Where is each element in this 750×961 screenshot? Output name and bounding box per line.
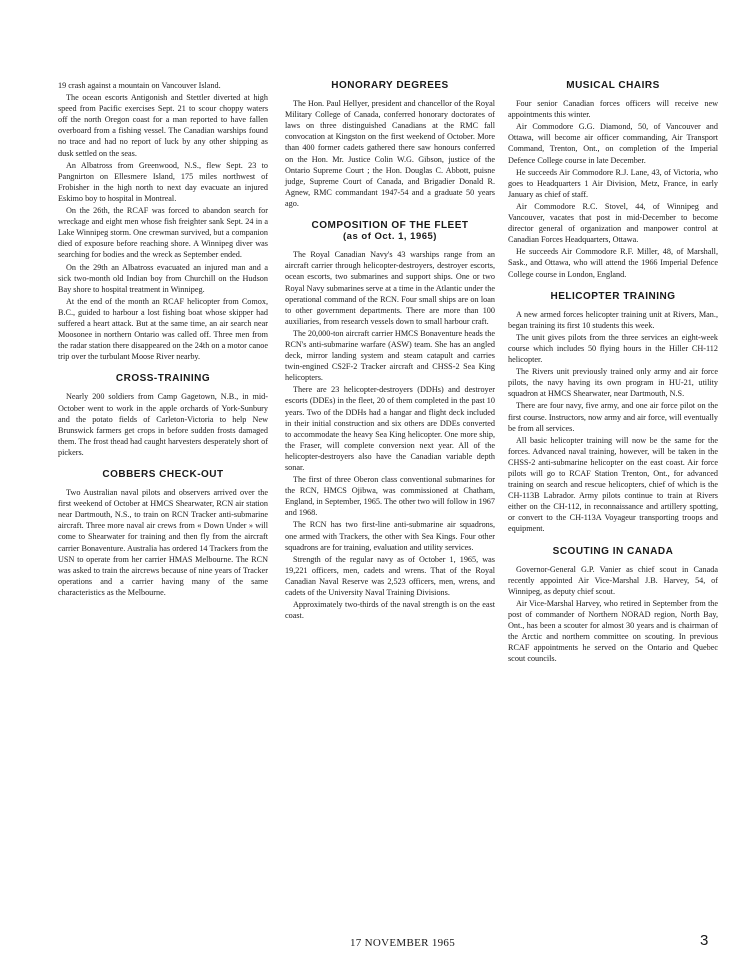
paragraph: Air Vice-Marshal Harvey, who retired in September from the post of commander of Northern NORAD region, North Bay, Ont., has been a scouter for almost 30 years and is chairman of the Arctic and northern committee on scouting. In previous RCAF appointments he served on the Ontario and Quebec scout councils. [508, 598, 718, 664]
heading-composition-of-fleet [285, 220, 495, 242]
paragraph: Strength of the regular navy as of October 1, 1965, was 19,221 officers, men, cadets and wrens. That of the Royal Canadian Naval Reserve was 2,523 officers, men, wrens, and cadets of the University Naval Training Divisions. [285, 554, 495, 598]
paragraph: The Royal Canadian Navy's 43 warships range from an aircraft carrier through helicopter-destroyers, destroyer escorts, ocean escorts, two submarines and support ships. One or two Royal Navy submarines serve at a time in the Atlantic under the operational command of the RCN. Four small ships are on loan to other government departments. There are more than 100 auxiliaries, from research vessels down to small harbour craft. [285, 250, 495, 326]
paragraph: On the 26th, the RCAF was forced to abandon search for wreckage and eight men whose fish freighter sank Sept. 24 in a Lake Winnipeg storm. One crewman survived, but a companion died of exposure before reaching shore. A Winnipeg diver was searching for bodies and the wreck as September ended. [58, 206, 268, 260]
paragraph: 19 crash against a mountain on Vancouver Island. [58, 81, 221, 90]
paragraph: A new armed forces helicopter training unit at Rivers, Man., began training its first 10 students this week. [508, 309, 718, 330]
paragraph: Air Commodore G.G. Diamond, 50, of Vancouver and Ottawa, will become air officer commanding, Air Transport Command, Trenton, Ont., on completion of the Imperial Defence College course in late December. [508, 122, 718, 165]
column-left [58, 80, 268, 599]
paragraph: The 20,000-ton aircraft carrier HMCS Bonaventure heads the RCN's anti-submarine warfare (ASW) team. She has an angled deck, mirror landing system and steam catapult and carries twin-engined CS2F-2 Tracker aircraft and CHSS-2 Sea King helicopters. [285, 328, 495, 383]
paragraph: Approximately two-thirds of the naval strength is on the east coast. [285, 600, 495, 621]
paragraph: The first of three Oberon class conventional submarines for the RCN, HMCS Ojibwa, was commissioned at Chatham, England, in September, 1965. The other two will follow in 1967 and 1968. [285, 475, 495, 518]
heading-cross-training: CROSS-TRAINING [115, 373, 211, 385]
issue-date: 17 NOVEMBER 1965 [350, 937, 456, 949]
paragraph: At the end of the month an RCAF helicopter from Comox, B.C., guided to harbour a lost fishing boat whose skipper had suffered a heart attack. But at the same time, an air search near Moosonee in northern Ontario was called off. Three men from the radar station there disappeared on the 24th on a motor canoe trip over the turbulant Moose River nearby. [58, 296, 268, 362]
heading-subtitle: (as of Oct. 1, 1965) [343, 231, 437, 243]
heading-honorary-degrees: HONORARY DEGREES [331, 80, 449, 91]
paragraph: The RCN has two first-line anti-submarine air squadrons, one armed with Trackers, the other with Sea Kings. Four other squadrons are for training, evaluation and utility services. [285, 520, 495, 552]
paragraph: On the 29th an Albatross evacuated an injured man and a sick two-month old Indian boy from Churchill on the Hudson Bay shore to hospital treatment in Winnipeg. [58, 262, 268, 294]
column-right [508, 80, 718, 666]
paragraph: The Rivers unit previously trained only army and air force pilots, the navy having its own program in HU-21, utility squadron at HMCS Shearwater, near Dartmouth, N.S. [508, 367, 718, 399]
paragraph: All basic helicopter training will now be the same for the forces. Advanced naval training, however, will be taken in the CHSS-2 anti-submarine helicopter on the east coast. Air force pilots will go to RCAF Station Trenton, Ont., for advanced training on search and rescue helicopters, chief of which is the CH-113B Labrador. Army pilots continue to train at Rivers either on the CH-112, in reconnaissance and artillery spotting, or convert to the CH-113A Voyageur transporting troops and equipment. [508, 435, 718, 534]
heading-text: COMPOSITION OF THE FLEET [311, 220, 469, 232]
paragraph: An Albatross from Greenwood, N.S., flew Sept. 23 to Pangnirton on Ellesmere Island, 175 miles northwest of Frobisher in the high north to next day evacuate an injured Eskimo boy to hospital in Montreal. [58, 160, 268, 203]
heading-scouting-in-canada: SCOUTING IN CANADA [552, 545, 674, 557]
paragraph: Two Australian naval pilots and observers arrived over the first weekend of October at HMCS Shearwater, RCN air station near Dartmouth, N.S., to train on RCN Tracker anti-submarine aircraft. Three more naval air crews from « Down Under » will come to Shearwater for training and then fly from the aircraft carrier Bonaventure. Australia has ordered 14 Trackers from the USN to operate from her carrier HMAS Melbourne. The RCN was asked to train the aircrews because of nine years of Tracker operations and a carrier having many of the same characteristics as the Melbourne. [58, 488, 268, 597]
paragraph: There are 23 helicopter-destroyers (DDHs) and destroyer escorts (DDEs) in the fleet, 20 of them completed in the past 10 years. Two of the DDHs had a hangar and flight deck included in their initial construction and six others are DDEs converted to accommodate the heavy Sea King helicopter. One more ship, the Fraser, will complete conversion next year. All of the helicopter-destroyers also have the Canadian variable depth sonar. [285, 385, 495, 472]
page-number: 3 [700, 932, 709, 949]
paragraph: Nearly 200 soldiers from Camp Gagetown, N.B., in mid-October went to work in the apple orchards of York-Sunbury and the potato fields of Carleton-Victoria to help New Brunswick farmers get crops in before sudden frosts damaged them. The frost thead had caught harvesters desperately short of pickers. [58, 392, 268, 457]
heading-helicopter-training: HELICOPTER TRAINING [550, 290, 676, 302]
heading-musical-chairs: MUSICAL CHAIRS [566, 80, 660, 91]
heading-cobbers-check-out: COBBERS CHECK-OUT [102, 469, 224, 480]
paragraph: The Hon. Paul Hellyer, president and chancellor of the Royal Military College of Canada, conferred honorary doctorates of laws on three distinguished Canadians at the RMC fall convocation at Kingston on the first weekend of October. More than 400 former cadets gathered there saw honours conferred on the Hon. Mr. Justice Colin W.G. Gibson, justice of the Ontario Supreme Court ; the Hon. Douglas C. Abbott, puisne judge, Supreme Court of Canada, and Brigadier Donald R. Agnew, RMC commandant 1947-54 and a graduate 50 years ago. [285, 99, 495, 208]
paragraph: Air Commodore R.C. Stovel, 44, of Winnipeg and Vancouver, vacates that post in mid-December to become director general of organization and manpower control at Canadian Forces Headquarters, Ottawa. [508, 201, 718, 245]
paragraph: The unit gives pilots from the three services an eight-week course which includes 50 flying hours in the Hiller CH-112 helicopter. [508, 332, 718, 365]
paragraph: He succeeds Air Commodore R.J. Lane, 43, of Victoria, who goes to Headquarters 1 Air Division, Metz, France, in early January as chief of staff. [508, 167, 718, 199]
paragraph: Four senior Canadian forces officers will receive new appointments this winter. [508, 99, 718, 120]
paragraph: The ocean escorts Antigonish and Stettler diverted at high speed from Pacific exercises Sept. 21 to scour choppy waters off the north Oregon coast for a man reported to have fallen overboard from a fishing vessel. The Canadian warships found no trace and had no report of luck by any other shipping as dusk settled on the seas. [58, 93, 268, 158]
paragraph: He succeeds Air Commodore R.F. Miller, 48, of Marshall, Sask., and Ottawa, who will attend the 1966 Imperial Defence College course in London, England. [508, 247, 718, 279]
paragraph: There are four navy, five army, and one air force pilot on the first course. Instructors, now army and air force, will eventually be from all services. [508, 401, 718, 433]
column-middle [285, 80, 495, 622]
paragraph: Governor-General G.P. Vanier as chief scout in Canada recently appointed Air Vice-Marshal J.B. Harvey, 54, of Winnipeg, as deputy chief scout. [508, 564, 718, 596]
